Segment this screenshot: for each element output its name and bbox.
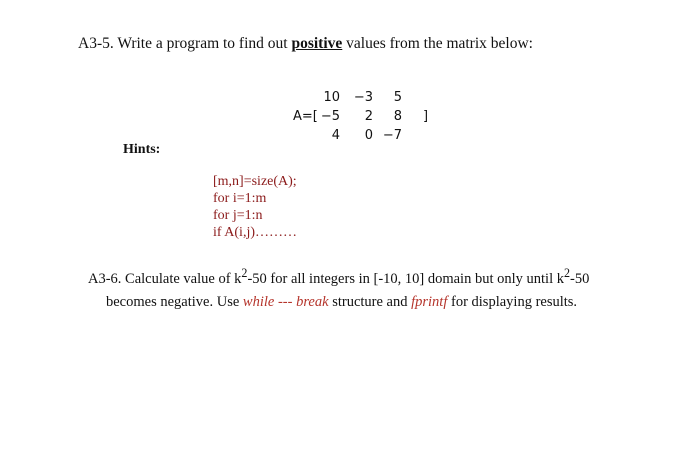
- hint-line-1: [m,n]=size(A);: [213, 174, 297, 189]
- matrix-cell-r2c3: 8: [393, 109, 402, 124]
- matrix-label: A=[: [293, 109, 318, 124]
- matrix-cell-r1c1: 10: [323, 90, 340, 105]
- keyword-fprintf: fprintf: [411, 294, 448, 310]
- hint-line-4: if A(i,j)………: [213, 225, 297, 240]
- matrix-cell-r1c3: 5: [393, 90, 402, 105]
- question-a3-5: [78, 35, 533, 53]
- question-a3-5-prefix: A3-5. Write a program to find out: [78, 35, 292, 52]
- question-a3-6-line-1: [88, 266, 589, 288]
- q2-text-b: -50 for all integers in [-10, 10] domain but only until k: [247, 270, 564, 287]
- q2-text-c: -50: [570, 270, 590, 287]
- matrix-cell-r3c3: −7: [382, 128, 402, 143]
- q2-text-a: A3-6. Calculate value of k: [88, 270, 242, 287]
- keyword-separator: ---: [274, 294, 297, 310]
- question-a3-5-emphasis: positive: [291, 35, 343, 52]
- matrix-cell-r3c1: 4: [331, 128, 340, 143]
- q2-superscript-1: 2: [241, 266, 248, 280]
- matrix-close-bracket: ]: [423, 109, 429, 124]
- question-a3-6-line-2: [106, 294, 577, 311]
- keyword-while: while: [242, 294, 275, 310]
- q2-text-f: for displaying results.: [447, 294, 578, 310]
- q2-text-d: becomes negative. Use: [106, 294, 243, 310]
- matrix-cell-r2c1: −5: [320, 109, 340, 124]
- keyword-break: break: [296, 294, 329, 310]
- matrix-cell-r3c2: 0: [364, 128, 373, 143]
- matrix-cell-r1c2: −3: [353, 90, 373, 105]
- q2-superscript-2: 2: [563, 266, 571, 280]
- q2-text-e: structure and: [328, 294, 412, 310]
- hint-line-3: for j=1:n: [213, 208, 263, 223]
- matrix-cell-r2c2: 2: [364, 109, 373, 124]
- question-a3-5-suffix: values from the matrix below:: [342, 35, 533, 52]
- hints-label: Hints:: [123, 142, 161, 157]
- hint-line-2: for i=1:m: [213, 191, 267, 206]
